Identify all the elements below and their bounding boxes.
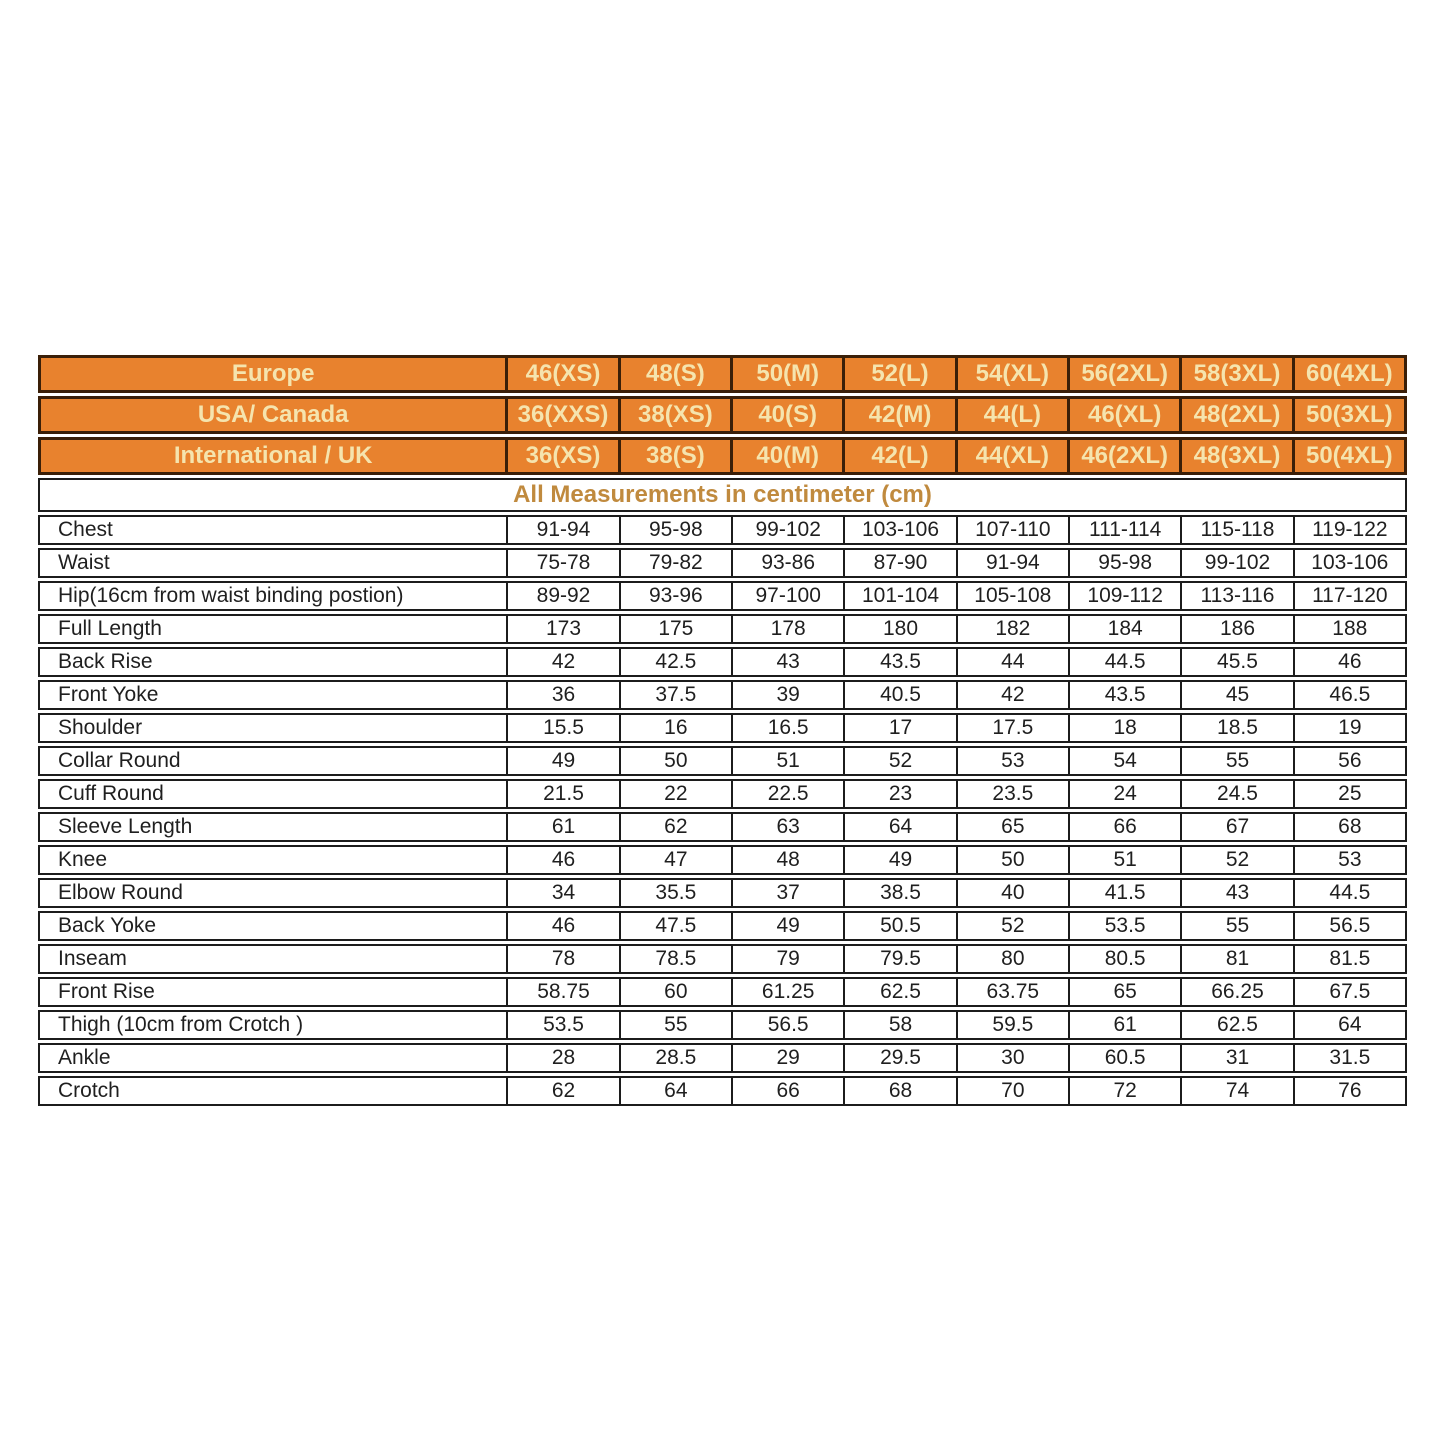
measurement-value: 74	[1182, 1076, 1294, 1106]
size-label: 46(XL)	[1070, 396, 1182, 434]
size-label: 54(XL)	[958, 355, 1070, 393]
measurement-value: 62.5	[845, 977, 957, 1007]
measurement-value: 93-96	[621, 581, 733, 611]
measurement-row	[38, 845, 1407, 875]
measurement-value: 93-86	[733, 548, 845, 578]
size-label: 44(L)	[958, 396, 1070, 434]
measurement-value: 109-112	[1070, 581, 1182, 611]
unit-note: All Measurements in centimeter (cm)	[38, 478, 1407, 512]
measurement-value: 16.5	[733, 713, 845, 743]
size-chart-body	[38, 478, 1407, 1106]
measurement-value: 50.5	[845, 911, 957, 941]
measurement-row	[38, 1010, 1407, 1040]
measurement-value: 17.5	[958, 713, 1070, 743]
measurement-value: 107-110	[958, 515, 1070, 545]
size-label: 38(S)	[621, 437, 733, 475]
measurement-value: 44	[958, 647, 1070, 677]
measurement-label: Crotch	[38, 1076, 508, 1106]
measurement-value: 40	[958, 878, 1070, 908]
measurement-value: 53.5	[508, 1010, 620, 1040]
measurement-row	[38, 1076, 1407, 1106]
size-label: 42(L)	[845, 437, 957, 475]
measurement-value: 44.5	[1295, 878, 1407, 908]
measurement-row	[38, 581, 1407, 611]
measurement-value: 119-122	[1295, 515, 1407, 545]
measurement-value: 46	[508, 845, 620, 875]
measurement-value: 186	[1182, 614, 1294, 644]
measurement-value: 49	[845, 845, 957, 875]
measurement-label: Shoulder	[38, 713, 508, 743]
measurement-value: 35.5	[621, 878, 733, 908]
measurement-value: 75-78	[508, 548, 620, 578]
size-label: 60(4XL)	[1295, 355, 1407, 393]
measurement-value: 60.5	[1070, 1043, 1182, 1073]
measurement-row	[38, 911, 1407, 941]
measurement-value: 46.5	[1295, 680, 1407, 710]
measurement-label: Waist	[38, 548, 508, 578]
measurement-value: 39	[733, 680, 845, 710]
measurement-value: 67.5	[1295, 977, 1407, 1007]
region-label: International / UK	[38, 437, 508, 475]
measurement-value: 62	[621, 812, 733, 842]
measurement-value: 21.5	[508, 779, 620, 809]
measurement-value: 62.5	[1182, 1010, 1294, 1040]
measurement-value: 29.5	[845, 1043, 957, 1073]
measurement-value: 23.5	[958, 779, 1070, 809]
measurement-value: 63.75	[958, 977, 1070, 1007]
measurement-value: 46	[1295, 647, 1407, 677]
measurement-value: 19	[1295, 713, 1407, 743]
measurement-value: 58	[845, 1010, 957, 1040]
measurement-value: 101-104	[845, 581, 957, 611]
measurement-value: 61	[508, 812, 620, 842]
measurement-value: 56	[1295, 746, 1407, 776]
size-chart-header	[38, 355, 1407, 475]
measurement-value: 42	[958, 680, 1070, 710]
measurement-value: 38.5	[845, 878, 957, 908]
measurement-value: 45.5	[1182, 647, 1294, 677]
size-label: 48(S)	[621, 355, 733, 393]
measurement-value: 68	[1295, 812, 1407, 842]
measurement-label: Front Rise	[38, 977, 508, 1007]
measurement-value: 58.75	[508, 977, 620, 1007]
measurement-row	[38, 713, 1407, 743]
measurement-value: 55	[621, 1010, 733, 1040]
measurement-label: Full Length	[38, 614, 508, 644]
measurement-value: 72	[1070, 1076, 1182, 1106]
measurement-value: 64	[1295, 1010, 1407, 1040]
measurement-value: 43.5	[845, 647, 957, 677]
measurement-label: Hip(16cm from waist binding postion)	[38, 581, 508, 611]
measurement-label: Collar Round	[38, 746, 508, 776]
measurement-value: 70	[958, 1076, 1070, 1106]
measurement-value: 45	[1182, 680, 1294, 710]
measurement-row	[38, 647, 1407, 677]
measurement-value: 43	[1182, 878, 1294, 908]
measurement-value: 95-98	[1070, 548, 1182, 578]
measurement-value: 184	[1070, 614, 1182, 644]
measurement-value: 175	[621, 614, 733, 644]
size-label: 50(M)	[733, 355, 845, 393]
size-label: 36(XS)	[508, 437, 620, 475]
measurement-value: 31	[1182, 1043, 1294, 1073]
size-label: 42(M)	[845, 396, 957, 434]
size-header-row	[38, 437, 1407, 475]
measurement-value: 52	[845, 746, 957, 776]
measurement-value: 99-102	[1182, 548, 1294, 578]
size-label: 48(3XL)	[1182, 437, 1294, 475]
size-chart-table	[38, 352, 1407, 1109]
measurement-value: 47.5	[621, 911, 733, 941]
measurement-value: 30	[958, 1043, 1070, 1073]
measurement-value: 99-102	[733, 515, 845, 545]
measurement-value: 48	[733, 845, 845, 875]
measurement-label: Knee	[38, 845, 508, 875]
size-label: 50(3XL)	[1295, 396, 1407, 434]
measurement-value: 115-118	[1182, 515, 1294, 545]
measurement-value: 78.5	[621, 944, 733, 974]
measurement-value: 64	[845, 812, 957, 842]
measurement-value: 55	[1182, 746, 1294, 776]
measurement-value: 25	[1295, 779, 1407, 809]
measurement-label: Ankle	[38, 1043, 508, 1073]
measurement-value: 54	[1070, 746, 1182, 776]
measurement-value: 105-108	[958, 581, 1070, 611]
measurement-value: 117-120	[1295, 581, 1407, 611]
measurement-value: 66	[1070, 812, 1182, 842]
measurement-label: Thigh (10cm from Crotch )	[38, 1010, 508, 1040]
measurement-value: 24.5	[1182, 779, 1294, 809]
measurement-value: 66	[733, 1076, 845, 1106]
measurement-value: 24	[1070, 779, 1182, 809]
measurement-value: 50	[958, 845, 1070, 875]
measurement-value: 43.5	[1070, 680, 1182, 710]
measurement-row	[38, 680, 1407, 710]
measurement-value: 40.5	[845, 680, 957, 710]
measurement-value: 65	[1070, 977, 1182, 1007]
measurement-value: 91-94	[958, 548, 1070, 578]
measurement-value: 188	[1295, 614, 1407, 644]
size-label: 40(S)	[733, 396, 845, 434]
measurement-value: 53	[1295, 845, 1407, 875]
region-label: Europe	[38, 355, 508, 393]
measurement-value: 53	[958, 746, 1070, 776]
measurement-value: 22	[621, 779, 733, 809]
size-label: 40(M)	[733, 437, 845, 475]
measurement-value: 17	[845, 713, 957, 743]
measurement-value: 37	[733, 878, 845, 908]
measurement-value: 113-116	[1182, 581, 1294, 611]
region-label: USA/ Canada	[38, 396, 508, 434]
measurement-label: Cuff Round	[38, 779, 508, 809]
measurement-value: 23	[845, 779, 957, 809]
measurement-value: 178	[733, 614, 845, 644]
measurement-value: 78	[508, 944, 620, 974]
size-label: 38(XS)	[621, 396, 733, 434]
measurement-label: Front Yoke	[38, 680, 508, 710]
measurement-value: 18	[1070, 713, 1182, 743]
size-label: 48(2XL)	[1182, 396, 1294, 434]
measurement-row	[38, 614, 1407, 644]
measurement-value: 79	[733, 944, 845, 974]
measurement-value: 43	[733, 647, 845, 677]
measurement-value: 87-90	[845, 548, 957, 578]
measurement-value: 41.5	[1070, 878, 1182, 908]
measurement-label: Back Yoke	[38, 911, 508, 941]
measurement-value: 89-92	[508, 581, 620, 611]
measurement-value: 42.5	[621, 647, 733, 677]
measurement-value: 180	[845, 614, 957, 644]
measurement-value: 173	[508, 614, 620, 644]
measurement-value: 63	[733, 812, 845, 842]
measurement-value: 42	[508, 647, 620, 677]
measurement-value: 81	[1182, 944, 1294, 974]
measurement-value: 36	[508, 680, 620, 710]
measurement-label: Back Rise	[38, 647, 508, 677]
measurement-value: 34	[508, 878, 620, 908]
measurement-value: 103-106	[845, 515, 957, 545]
measurement-row	[38, 1043, 1407, 1073]
size-label: 44(XL)	[958, 437, 1070, 475]
measurement-value: 52	[958, 911, 1070, 941]
measurement-value: 49	[733, 911, 845, 941]
measurement-value: 37.5	[621, 680, 733, 710]
measurement-value: 29	[733, 1043, 845, 1073]
measurement-value: 62	[508, 1076, 620, 1106]
measurement-value: 50	[621, 746, 733, 776]
measurement-value: 60	[621, 977, 733, 1007]
measurement-value: 28	[508, 1043, 620, 1073]
size-label: 52(L)	[845, 355, 957, 393]
size-label: 46(XS)	[508, 355, 620, 393]
measurement-row	[38, 515, 1407, 545]
size-label: 46(2XL)	[1070, 437, 1182, 475]
measurement-value: 97-100	[733, 581, 845, 611]
measurement-value: 56.5	[1295, 911, 1407, 941]
size-header-row	[38, 396, 1407, 434]
measurement-value: 51	[733, 746, 845, 776]
measurement-value: 182	[958, 614, 1070, 644]
measurement-value: 91-94	[508, 515, 620, 545]
measurement-value: 61.25	[733, 977, 845, 1007]
measurement-value: 95-98	[621, 515, 733, 545]
measurement-value: 81.5	[1295, 944, 1407, 974]
measurement-value: 65	[958, 812, 1070, 842]
measurement-value: 68	[845, 1076, 957, 1106]
measurement-value: 15.5	[508, 713, 620, 743]
measurement-row	[38, 812, 1407, 842]
measurement-value: 22.5	[733, 779, 845, 809]
measurement-row	[38, 779, 1407, 809]
measurement-row	[38, 944, 1407, 974]
unit-note-row	[38, 478, 1407, 512]
measurement-value: 31.5	[1295, 1043, 1407, 1073]
size-label: 58(3XL)	[1182, 355, 1294, 393]
size-label: 36(XXS)	[508, 396, 620, 434]
measurement-row	[38, 548, 1407, 578]
measurement-value: 44.5	[1070, 647, 1182, 677]
measurement-value: 49	[508, 746, 620, 776]
measurement-row	[38, 878, 1407, 908]
size-label: 56(2XL)	[1070, 355, 1182, 393]
size-header-row	[38, 355, 1407, 393]
measurement-label: Inseam	[38, 944, 508, 974]
measurement-value: 111-114	[1070, 515, 1182, 545]
measurement-value: 52	[1182, 845, 1294, 875]
measurement-value: 18.5	[1182, 713, 1294, 743]
size-label: 50(4XL)	[1295, 437, 1407, 475]
measurement-value: 80.5	[1070, 944, 1182, 974]
measurement-value: 47	[621, 845, 733, 875]
measurement-value: 66.25	[1182, 977, 1294, 1007]
measurement-value: 16	[621, 713, 733, 743]
measurement-row	[38, 746, 1407, 776]
measurement-value: 51	[1070, 845, 1182, 875]
measurement-label: Chest	[38, 515, 508, 545]
measurement-value: 79.5	[845, 944, 957, 974]
measurement-label: Sleeve Length	[38, 812, 508, 842]
measurement-value: 64	[621, 1076, 733, 1106]
measurement-value: 28.5	[621, 1043, 733, 1073]
measurement-label: Elbow Round	[38, 878, 508, 908]
measurement-value: 103-106	[1295, 548, 1407, 578]
measurement-value: 56.5	[733, 1010, 845, 1040]
measurement-value: 59.5	[958, 1010, 1070, 1040]
measurement-value: 76	[1295, 1076, 1407, 1106]
measurement-value: 79-82	[621, 548, 733, 578]
measurement-value: 46	[508, 911, 620, 941]
measurement-value: 67	[1182, 812, 1294, 842]
measurement-value: 55	[1182, 911, 1294, 941]
measurement-value: 61	[1070, 1010, 1182, 1040]
measurement-value: 53.5	[1070, 911, 1182, 941]
measurement-row	[38, 977, 1407, 1007]
measurement-value: 80	[958, 944, 1070, 974]
